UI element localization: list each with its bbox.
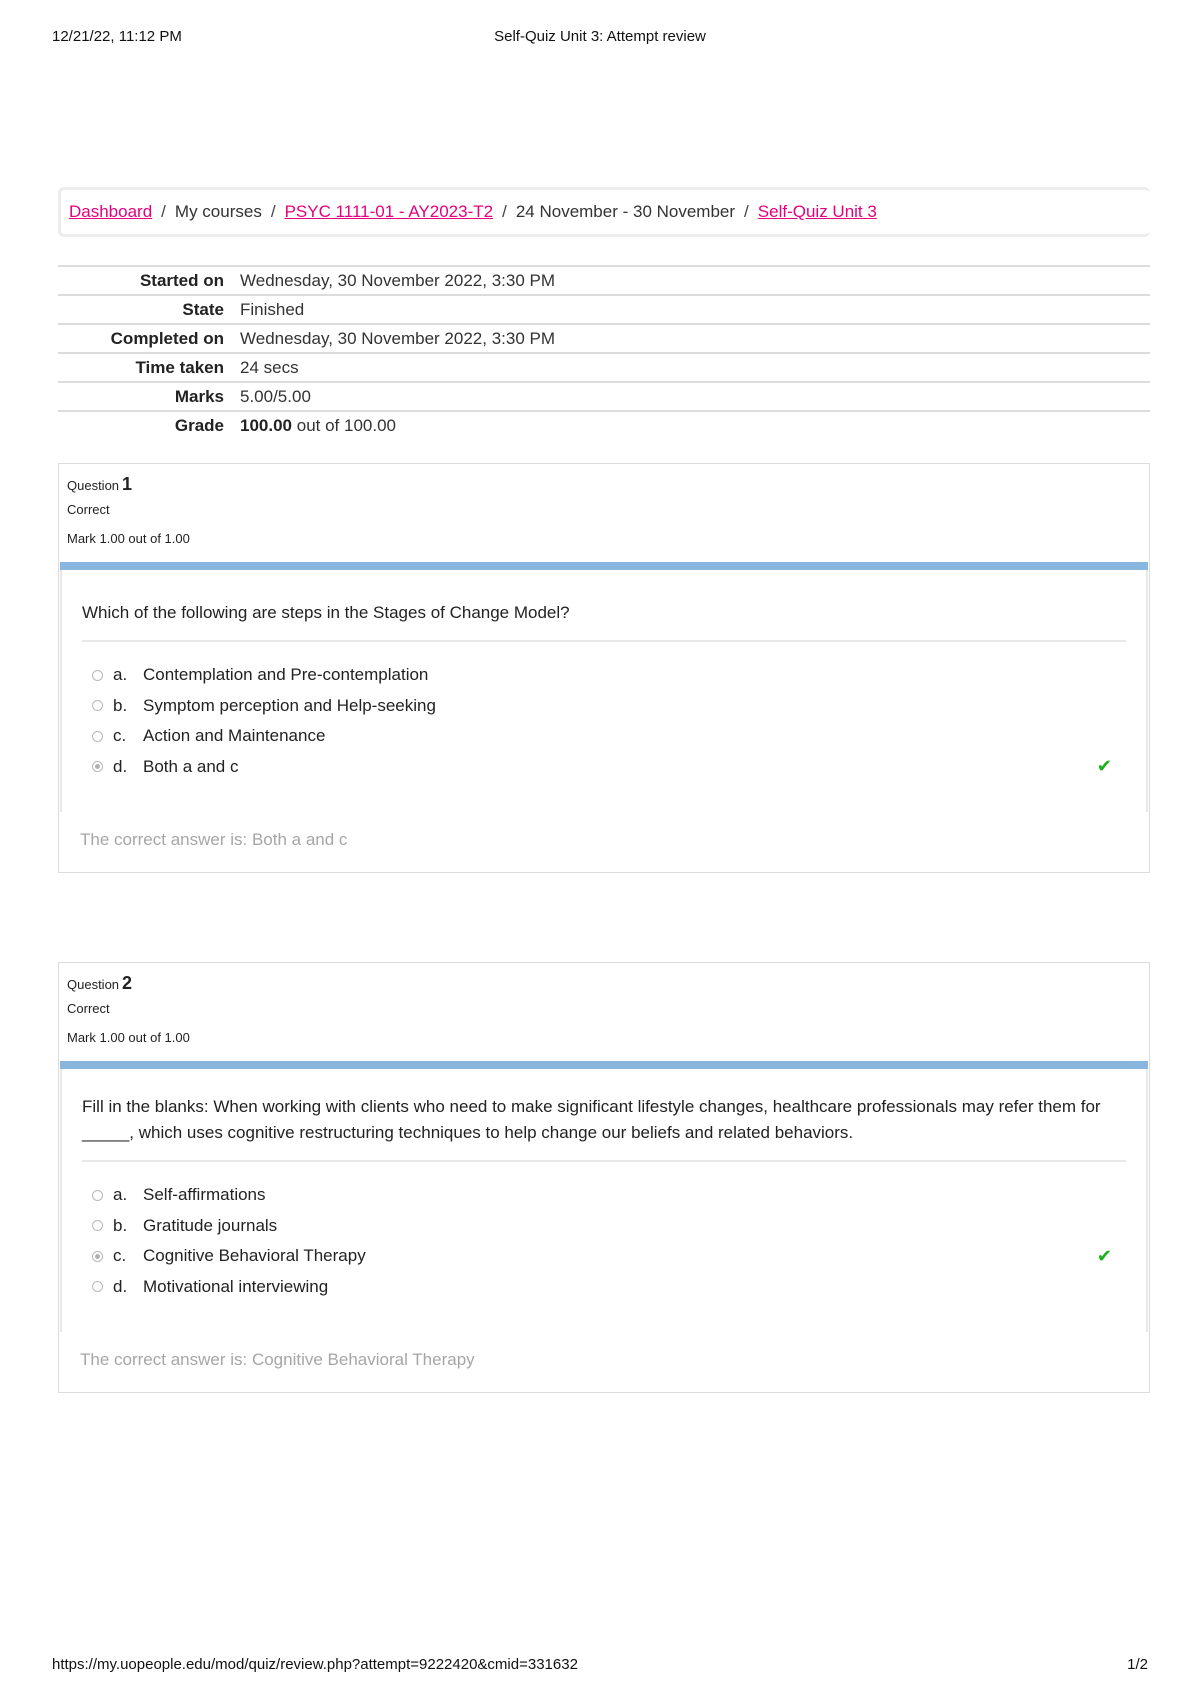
answer-option-selected[interactable] [82,1241,1126,1272]
summary-label: Time taken [135,357,224,377]
summary-row-grade [58,411,1150,440]
answer-option[interactable] [82,721,1126,752]
summary-row-completed [58,324,1150,353]
answer-text: Self-affirmations [143,1185,266,1205]
print-datetime: 12/21/22, 11:12 PM [52,28,182,45]
question-1 [58,463,1150,873]
grade-total: out of 100.00 [296,416,396,435]
summary-value: 5.00/5.00 [240,386,311,406]
radio-button[interactable] [92,670,103,681]
summary-value: Wednesday, 30 November 2022, 3:30 PM [240,270,555,290]
answer-text: Gratitude journals [143,1215,278,1235]
answer-list [82,1162,1126,1332]
question-state: Correct [67,502,110,517]
question-2 [58,962,1150,1393]
question-number-value: 2 [122,973,133,993]
right-answer-feedback: The correct answer is: Both a and c [80,830,348,849]
answer-option[interactable] [82,1272,1126,1303]
breadcrumb-week: 24 November - 30 November [515,202,736,221]
print-page-title: Self-Quiz Unit 3: Attempt review [494,28,706,45]
radio-button[interactable] [92,1190,103,1201]
answer-option[interactable] [82,660,1126,691]
answer-text: Cognitive Behavioral Therapy [143,1246,366,1266]
radio-button-checked[interactable] [92,761,103,772]
answer-text: Action and Maintenance [143,726,326,746]
print-page-number: 1/2 [1127,1656,1148,1673]
answer-letter: a. [113,1185,128,1205]
breadcrumb-separator: / [270,202,276,221]
question-text: Which of the following are steps in the Stages of Change Model? [82,570,1126,642]
radio-button[interactable] [92,700,103,711]
question-grade: Mark 1.00 out of 1.00 [67,531,190,546]
answer-text: Both a and c [143,756,239,776]
print-footer [52,1656,1148,1676]
answer-letter: c. [113,726,127,746]
answer-letter: d. [113,1276,128,1296]
summary-label: Grade [174,416,224,435]
summary-label: Completed on [110,328,224,348]
question-number [67,973,1141,994]
question-divider-bar [60,562,1148,570]
breadcrumb-dashboard-link[interactable]: Dashboard [69,202,153,221]
print-url: https://my.uopeople.edu/mod/quiz/review.php?attempt=9222420&cmid=331632 [52,1656,578,1673]
radio-button[interactable] [92,1281,103,1292]
correct-check-icon: ✔ [1096,1245,1112,1266]
summary-label: State [182,299,224,319]
answer-text: Contemplation and Pre-contemplation [143,665,429,685]
answer-letter: b. [113,695,128,715]
summary-value: Finished [240,299,305,319]
breadcrumb-separator: / [161,202,166,221]
summary-row-time-taken [58,353,1150,382]
question-divider-bar [60,1061,1148,1069]
question-content [60,570,1148,812]
question-info [59,963,1149,1061]
answer-letter: c. [113,1246,127,1266]
summary-row-marks [58,382,1150,411]
question-grade: Mark 1.00 out of 1.00 [67,1030,190,1045]
grade-score: 100.00 [240,416,292,435]
answer-text: Symptom perception and Help-seeking [143,695,436,715]
answer-letter: b. [113,1215,128,1235]
question-info [59,464,1149,562]
question-text: Fill in the blanks: When working with clients who need to make significant lifestyle changes, healthcare professionals may refer them for _____, which uses cognitive restructuring techniques to help change our beliefs and related behaviors. [82,1069,1126,1162]
question-prefix: Question [67,478,120,493]
question-number-value: 1 [122,474,133,494]
answer-list [82,642,1126,812]
breadcrumb-separator: / [744,202,749,221]
summary-value: Wednesday, 30 November 2022, 3:30 PM [240,328,555,348]
summary-value: 24 secs [240,357,299,377]
breadcrumb-course-link[interactable]: PSYC 1111-01 - AY2023-T2 [284,202,494,221]
question-state: Correct [67,1001,110,1016]
radio-button[interactable] [92,731,103,742]
radio-button[interactable] [92,1220,103,1231]
question-number [67,474,1141,495]
answer-option[interactable] [82,691,1126,722]
question-prefix: Question [67,977,120,992]
correct-check-icon: ✔ [1096,756,1112,777]
right-answer-feedback: The correct answer is: Cognitive Behavioral Therapy [80,1350,475,1369]
breadcrumb [58,187,1150,237]
summary-label: Started on [139,270,224,290]
summary-value [240,411,1150,440]
answer-option-selected[interactable] [82,752,1126,783]
summary-row-started [58,266,1150,295]
answer-option[interactable] [82,1211,1126,1242]
breadcrumb-separator: / [502,202,507,221]
radio-button-checked[interactable] [92,1251,103,1262]
print-header [52,28,1148,48]
attempt-summary-table [58,265,1150,440]
question-content [60,1069,1148,1332]
summary-row-state [58,295,1150,324]
answer-option[interactable] [82,1180,1126,1211]
answer-letter: d. [113,756,128,776]
answer-letter: a. [113,665,128,685]
breadcrumb-quiz-link[interactable]: Self-Quiz Unit 3 [757,202,877,221]
breadcrumb-my-courses: My courses [174,202,262,221]
summary-label: Marks [174,386,224,406]
answer-text: Motivational interviewing [143,1276,329,1296]
